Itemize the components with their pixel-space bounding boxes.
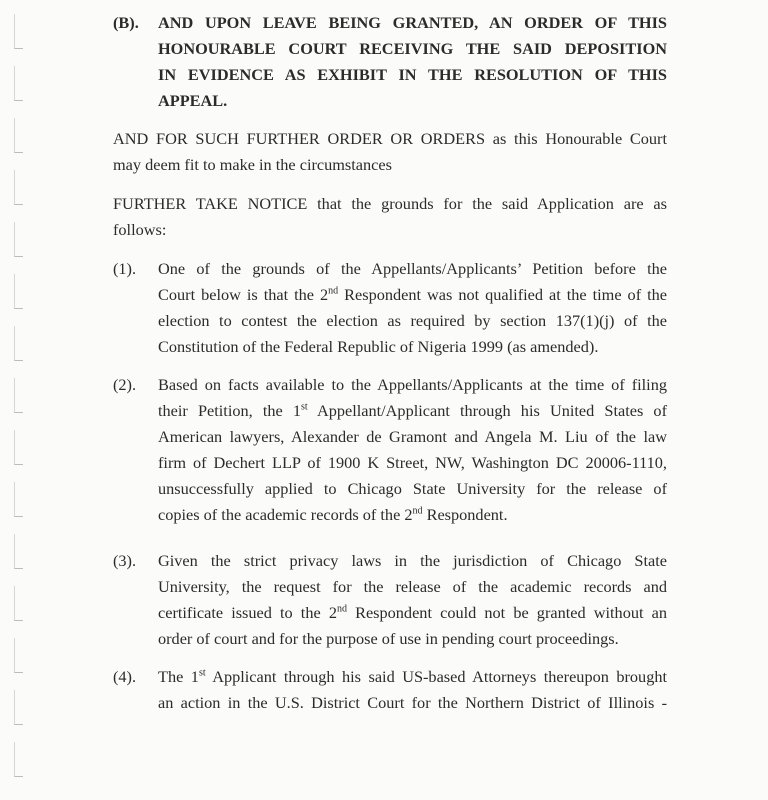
prayer-line: AND UPON LEAVE BEING GRANTED, AN ORDER OF THIS bbox=[158, 13, 667, 32]
paragraph-line: AND FOR SUCH FURTHER ORDER OR ORDERS as this Honourable Court bbox=[113, 129, 667, 148]
ground-line bbox=[158, 502, 667, 528]
prayer-b bbox=[113, 10, 667, 114]
item-label: (1). bbox=[113, 259, 137, 278]
margin-mark bbox=[14, 482, 23, 517]
paragraph-line: FURTHER TAKE NOTICE that the grounds for the said Application are as bbox=[113, 194, 667, 213]
ground-line: firm of Dechert LLP of 1900 K Street, NW, Washington DC 20006-1110, bbox=[158, 453, 667, 472]
text-run: Appellant/Applicant through his United States of bbox=[307, 401, 667, 420]
text-run: Applicant through his said US-based Attorneys thereupon brought bbox=[205, 667, 667, 686]
ground-line bbox=[158, 282, 667, 308]
ordinal-suffix: nd bbox=[328, 285, 339, 297]
ground-line: election to contest the election as required by section 137(1)(j) of the bbox=[158, 311, 667, 330]
margin-mark bbox=[14, 118, 23, 153]
ground-3 bbox=[113, 548, 667, 652]
margin-mark bbox=[14, 690, 23, 725]
text-run: Respondent was not qualified at the time of the bbox=[338, 285, 668, 304]
ordinal-suffix: nd bbox=[412, 505, 423, 517]
ground-line: Based on facts available to the Appellants/Applicants at the time of filing bbox=[158, 375, 667, 394]
ground-line: order of court and for the purpose of use in pending court proceedings. bbox=[158, 629, 619, 648]
ground-line: Constitution of the Federal Republic of Nigeria 1999 (as amended). bbox=[158, 337, 599, 356]
margin-mark bbox=[14, 274, 23, 309]
text-run: their Petition, the 1 bbox=[158, 401, 302, 420]
item-label: (4). bbox=[113, 667, 137, 686]
ordinal-suffix: st bbox=[198, 667, 206, 679]
take-notice-paragraph bbox=[113, 191, 667, 243]
ordinal-suffix: nd bbox=[336, 603, 347, 615]
margin-mark bbox=[14, 170, 23, 205]
margin-mark bbox=[14, 534, 23, 569]
ground-line: Given the strict privacy laws in the jurisdiction of Chicago State bbox=[158, 551, 667, 570]
document-page bbox=[113, 10, 667, 716]
margin-mark bbox=[14, 638, 23, 673]
prayer-line: APPEAL. bbox=[158, 91, 228, 110]
ground-line bbox=[158, 600, 667, 626]
ground-1 bbox=[113, 256, 667, 360]
item-label: (B). bbox=[113, 13, 139, 32]
margin-mark bbox=[14, 378, 23, 413]
prayer-line: HONOURABLE COURT RECEIVING THE SAID DEPOSITION bbox=[158, 39, 667, 58]
ground-line bbox=[158, 398, 667, 424]
ground-2 bbox=[113, 372, 667, 528]
text-run: copies of the academic records of the 2 bbox=[158, 505, 413, 524]
further-orders-paragraph bbox=[113, 126, 667, 178]
text-run: Respondent. bbox=[422, 505, 508, 524]
text-run: certificate issued to the 2 bbox=[158, 603, 337, 622]
ground-4 bbox=[113, 664, 667, 716]
text-run: Court below is that the 2 bbox=[158, 285, 329, 304]
item-label: (2). bbox=[113, 375, 137, 394]
margin-mark bbox=[14, 742, 23, 777]
ground-line: unsuccessfully applied to Chicago State University for the release of bbox=[158, 479, 667, 498]
text-run: Respondent could not be granted without an bbox=[346, 603, 667, 622]
margin-mark bbox=[14, 326, 23, 361]
paragraph-line: may deem fit to make in the circumstances bbox=[113, 155, 392, 174]
margin-mark bbox=[14, 66, 23, 101]
ground-line: American lawyers, Alexander de Gramont and Angela M. Liu of the law bbox=[158, 427, 667, 446]
ordinal-suffix: st bbox=[301, 401, 308, 413]
ground-line bbox=[158, 664, 667, 690]
margin-mark bbox=[14, 14, 23, 49]
prayer-line: IN EVIDENCE AS EXHIBIT IN THE RESOLUTION OF THIS bbox=[158, 65, 667, 84]
item-label: (3). bbox=[113, 551, 137, 570]
paragraph-line: follows: bbox=[113, 220, 167, 239]
ground-line: University, the request for the release of the academic records and bbox=[158, 577, 667, 596]
ground-line: an action in the U.S. District Court for the Northern District of Illinois - bbox=[158, 693, 667, 712]
margin-mark bbox=[14, 430, 23, 465]
text-run: The 1 bbox=[158, 667, 199, 686]
ground-line: One of the grounds of the Appellants/Applicants’ Petition before the bbox=[158, 259, 667, 278]
margin-mark bbox=[14, 222, 23, 257]
margin-mark bbox=[14, 586, 23, 621]
binding-margin-marks bbox=[14, 0, 34, 800]
